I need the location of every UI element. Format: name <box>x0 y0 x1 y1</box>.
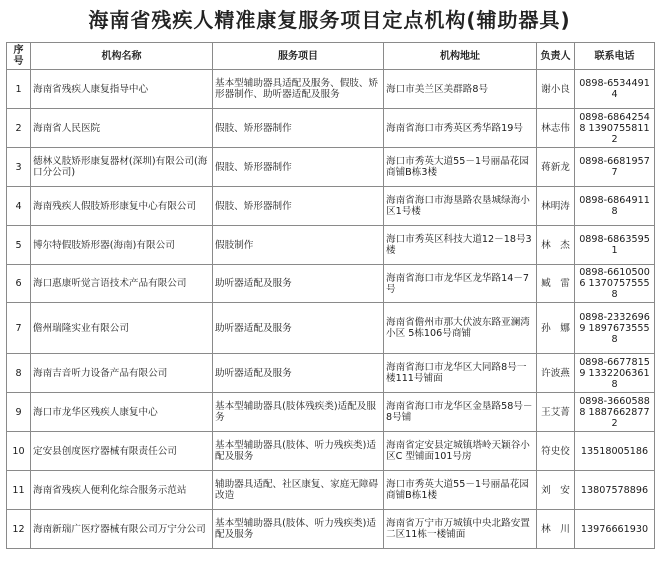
row-no: 4 <box>7 187 31 226</box>
row-person: 刘 安 <box>537 471 575 510</box>
row-name: 海南残疾人假肢矫形康复中心有限公司 <box>31 187 213 226</box>
row-service: 假肢制作 <box>213 226 384 265</box>
row-name: 儋州瑞隆实业有限公司 <box>31 303 213 354</box>
row-name: 德林义肢矫形康复器材(深圳)有限公司(海口分公司) <box>31 148 213 187</box>
row-address: 海口市秀英大道55－1号丽晶花园商铺B栋1楼 <box>384 471 537 510</box>
row-phone: 0898-66819577 <box>575 148 655 187</box>
table-row <box>7 510 655 549</box>
row-person: 林 杰 <box>537 226 575 265</box>
document-title: 海南省残疾人精准康复服务项目定点机构(辅助器具) <box>88 8 571 32</box>
row-address: 海口市秀英区科技大道12－18号3楼 <box>384 226 537 265</box>
row-service: 基本型辅助器具(肢体、听力残疾类)适配及服务 <box>213 432 384 471</box>
row-phone: 13518005186 <box>575 432 655 471</box>
row-no: 1 <box>7 70 31 109</box>
col-header-person: 负责人 <box>537 43 575 70</box>
row-no: 3 <box>7 148 31 187</box>
row-service: 假肢、矫形器制作 <box>213 187 384 226</box>
row-service: 助听器适配及服务 <box>213 265 384 303</box>
row-service: 假肢、矫形器制作 <box>213 109 384 148</box>
row-name: 海南新瑞广医疗器械有限公司万宁分公司 <box>31 510 213 549</box>
row-service: 假肢、矫形器制作 <box>213 148 384 187</box>
row-name: 海南省残疾人便利化综合服务示范站 <box>31 471 213 510</box>
table-header-row <box>7 43 655 70</box>
col-header-name: 机构名称 <box>31 43 213 70</box>
row-address: 海南省海口市秀英区秀华路19号 <box>384 109 537 148</box>
row-no: 11 <box>7 471 31 510</box>
row-phone: 13807578896 <box>575 471 655 510</box>
col-header-no: 序号 <box>7 43 31 70</box>
row-address: 海南省海口市龙华区龙华路14－7号 <box>384 265 537 303</box>
row-person: 林 川 <box>537 510 575 549</box>
row-service: 助听器适配及服务 <box>213 354 384 393</box>
row-no: 5 <box>7 226 31 265</box>
row-no: 8 <box>7 354 31 393</box>
row-address: 海口市美兰区美群路8号 <box>384 70 537 109</box>
row-person: 孙 娜 <box>537 303 575 354</box>
row-address: 海南省定安县定城镇塔岭天颖谷小区C 型铺面101号房 <box>384 432 537 471</box>
row-no: 2 <box>7 109 31 148</box>
row-no: 12 <box>7 510 31 549</box>
row-phone: 0898-65344914 <box>575 70 655 109</box>
row-no: 9 <box>7 393 31 432</box>
row-phone: 0898-68635951 <box>575 226 655 265</box>
row-person: 王艾菁 <box>537 393 575 432</box>
table-row <box>7 187 655 226</box>
row-name: 定安县创度医疗器械有限责任公司 <box>31 432 213 471</box>
row-person: 谢小良 <box>537 70 575 109</box>
row-phone: 13976661930 <box>575 510 655 549</box>
table-row <box>7 303 655 354</box>
row-name: 海口惠康听觉言语技术产品有限公司 <box>31 265 213 303</box>
row-name: 海南省人民医院 <box>31 109 213 148</box>
row-service: 基本型辅助器具适配及服务、假肢、矫形器制作、助听器适配及服务 <box>213 70 384 109</box>
row-service: 辅助器具适配、社区康复、家庭无障碍改造 <box>213 471 384 510</box>
row-person: 符史佼 <box>537 432 575 471</box>
row-name: 海南吉音听力设备产品有限公司 <box>31 354 213 393</box>
row-phone: 0898-66105006 13707575558 <box>575 265 655 303</box>
row-address: 海南省海口市海垦路农垦城绿海小区1号楼 <box>384 187 537 226</box>
row-address: 海口市秀英大道55－1号丽晶花园商铺B栋3楼 <box>384 148 537 187</box>
row-phone: 0898-66778159 13322063618 <box>575 354 655 393</box>
row-phone: 0898-36605888 18876628772 <box>575 393 655 432</box>
row-phone: 0898-23326969 18976735558 <box>575 303 655 354</box>
table-row <box>7 265 655 303</box>
table-row <box>7 70 655 109</box>
row-no: 7 <box>7 303 31 354</box>
row-person: 林明涛 <box>537 187 575 226</box>
row-address: 海南省海口市龙华区金垦路58号－8号铺 <box>384 393 537 432</box>
row-phone: 0898-68649118 <box>575 187 655 226</box>
table-row <box>7 432 655 471</box>
table-row <box>7 226 655 265</box>
table-row <box>7 109 655 148</box>
row-person: 许波燕 <box>537 354 575 393</box>
row-service: 助听器适配及服务 <box>213 303 384 354</box>
row-address: 海南省万宁市万城镇中央北路安置二区11栋一楼铺面 <box>384 510 537 549</box>
row-name: 海南省残疾人康复指导中心 <box>31 70 213 109</box>
row-address: 海南省儋州市那大伏波东路亚澜湾小区 5栋106号商铺 <box>384 303 537 354</box>
table-row <box>7 393 655 432</box>
row-no: 6 <box>7 265 31 303</box>
row-address: 海南省海口市龙华区大同路8号一楼111号铺面 <box>384 354 537 393</box>
row-name: 海口市龙华区残疾人康复中心 <box>31 393 213 432</box>
table-row <box>7 471 655 510</box>
row-name: 博尔特假肢矫形器(海南)有限公司 <box>31 226 213 265</box>
col-header-service: 服务项目 <box>213 43 384 70</box>
row-person: 蒋新龙 <box>537 148 575 187</box>
row-person: 臧 雷 <box>537 265 575 303</box>
col-header-address: 机构地址 <box>384 43 537 70</box>
row-service: 基本型辅助器具(肢体、听力残疾类)适配及服务 <box>213 510 384 549</box>
col-header-phone: 联系电话 <box>575 43 655 70</box>
row-person: 林志伟 <box>537 109 575 148</box>
row-phone: 0898-68642548 13907558112 <box>575 109 655 148</box>
row-no: 10 <box>7 432 31 471</box>
table-row <box>7 148 655 187</box>
institution-table <box>6 42 655 549</box>
row-service: 基本型辅助器具(肢体残疾类)适配及服务 <box>213 393 384 432</box>
table-row <box>7 354 655 393</box>
